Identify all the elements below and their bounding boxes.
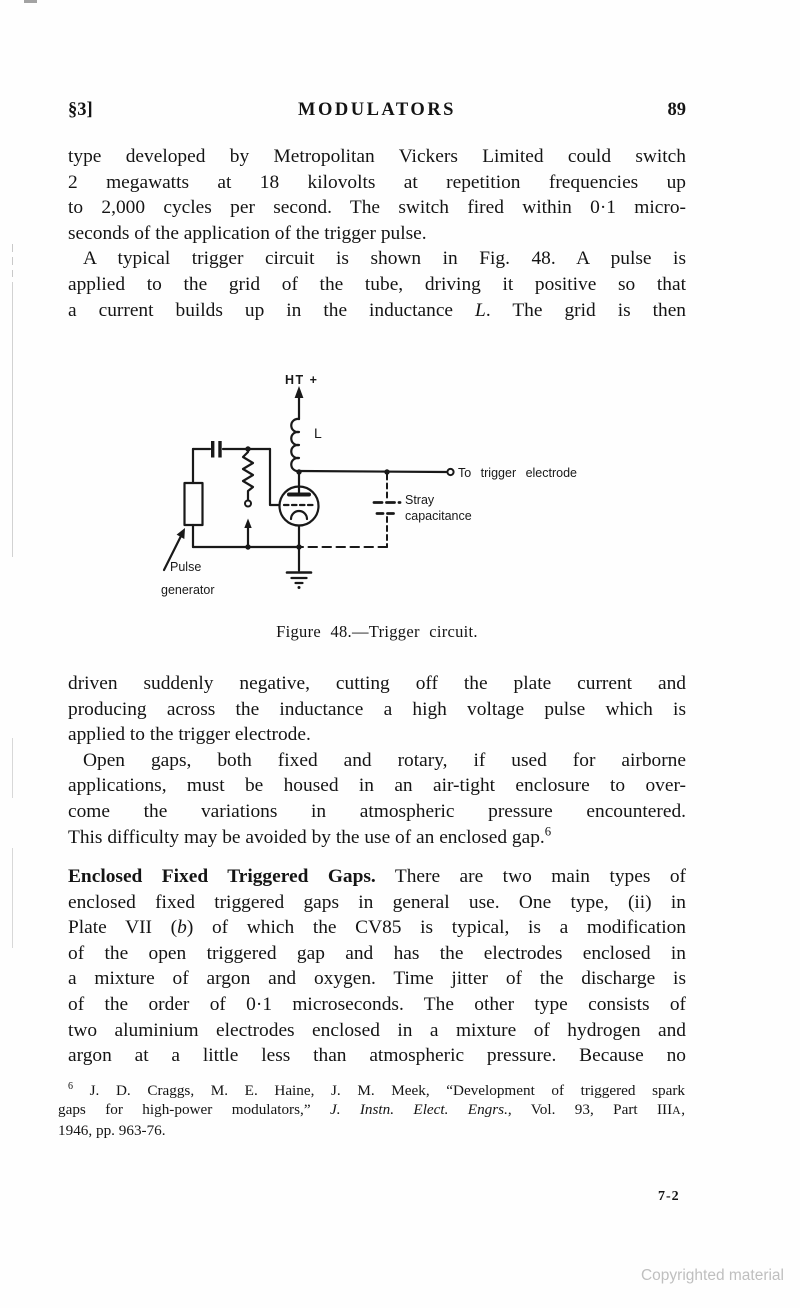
text-segment: Enclosed Fixed Triggered Gaps. [68,866,376,887]
body-block-1 [68,144,686,323]
text-line [58,1081,685,1100]
text-segment: to 2,000 cycles per second. The switch fired within 0·1 micro- [68,197,686,219]
text-line [68,221,686,247]
trigger-circuit-diagram [140,362,620,605]
stray-capacitor-icon [302,475,401,548]
pulse-generator-box [185,483,203,525]
coupling-capacitor-icon [211,441,222,458]
junction-dot [384,469,389,474]
junction-dot [296,469,301,474]
text-line [68,825,686,851]
text-segment: type developed by Metropolitan Vickers Limited could switch [68,146,686,167]
text-segment: This difficulty may be avoided by the use of an enclosed gap. [68,826,545,848]
page-header [68,100,686,124]
section-mark: §3] [68,100,93,120]
text-line [68,966,686,992]
text-segment: , [681,1101,686,1119]
text-segment: seconds of the application of the trigger pulse. [68,222,427,244]
text-segment: of the open triggered gap and has the electrodes enclosed in [68,942,686,964]
text-segment: L [475,299,486,321]
vacuum-tube-icon [280,487,319,548]
stray-label-line1: Stray [405,493,435,507]
text-segment: applied to the trigger electrode. [68,724,311,746]
trigger-line [299,471,446,472]
folio-number: 7-2 [658,1189,680,1204]
scan-artifact-corner-dash [24,0,37,3]
text-segment: Plate VII ( [68,917,178,939]
text-segment: Open gaps, both fixed and rotary, if used for airborne [83,749,686,771]
text-segment: gaps for high-power modulators,” [58,1101,330,1119]
text-segment: of the order of 0·1 microseconds. The other type consists of [68,993,686,1015]
text-segment: a mixture of argon and oxygen. Time jitter of the discharge is [68,968,686,990]
scan-artifact-edge-mark [12,257,13,265]
text-segment: come the variations in atmospheric pressure encountered. [68,800,686,822]
text-line [68,195,686,221]
gap-contact-icon [245,501,251,507]
text-segment: ) of which the CV85 is typical, is a modification [186,917,686,939]
junction-dot [296,544,301,549]
text-segment: A typical trigger circuit is shown in Fig. 48. A pulse is [83,248,686,270]
text-line [68,890,686,916]
resistor-icon [243,449,253,500]
text-line [68,246,686,272]
text-segment: a current builds up in the inductance [68,299,476,321]
trigger-electrode-label: To trigger electrode [458,466,578,480]
text-line [68,170,686,196]
text-segment: enclosed fixed triggered gaps in general use. One type, (ii) in [68,891,686,913]
pulse-generator-label-line1: Pulse [170,560,202,574]
text-line [68,773,686,799]
scan-artifact-edge-mark [12,848,13,948]
junction-dot [245,544,250,549]
figure-caption: Figure 48.—Trigger circuit. [276,622,478,641]
text-line [68,1018,686,1044]
watermark: Copyrighted material [640,1267,784,1284]
text-line [68,697,686,723]
page-number: 89 [667,100,686,120]
text-segment: b [177,917,187,939]
text-segment: A [672,1103,682,1118]
pulse-generator-label-line2: generator [161,583,215,597]
body-block-2 [68,671,686,850]
supply-label: HT + [285,373,319,387]
text-segment: applications, must be housed in an air-tight enclosure to over- [68,775,686,797]
text-line [68,941,686,967]
grid-wire [270,449,280,505]
text-segment: 6 [544,824,552,839]
text-line [68,799,686,825]
text-line [68,722,686,748]
text-line [68,992,686,1018]
text-segment: driven suddenly negative, cutting off the plate current and [68,673,686,694]
text-line [68,144,686,170]
scan-artifact-edge-mark [12,738,13,798]
text-line [68,272,686,298]
inductor-label: L [314,425,322,441]
ground-icon [287,547,311,589]
text-segment: 1946, pp. 963-76. [58,1121,166,1139]
running-title: MODULATORS [298,100,456,120]
scan-artifact-edge-mark [12,244,13,252]
text-line [68,748,686,774]
trigger-terminal-icon [447,469,453,475]
text-line [58,1100,685,1120]
text-line [68,298,686,324]
inductor-coil-icon [291,419,299,471]
stray-label-line2: capacitance [405,509,472,523]
text-segment: There are two main types of [375,866,686,887]
text-segment: J. Instn. Elect. Engrs. [329,1101,508,1119]
text-line [68,915,686,941]
text-line [68,671,686,697]
text-segment: 6 [68,1080,74,1092]
text-segment: . The grid is then [485,299,687,321]
supply-arrowhead-icon [295,386,304,398]
text-segment: , Vol. 93, Part III [507,1101,673,1119]
body-block-3 [68,864,686,1069]
text-line [68,1043,686,1069]
text-line [58,1121,685,1140]
text-segment: producing across the inductance a high voltage pulse which is [68,698,686,720]
text-segment: 2 megawatts at 18 kilovolts at repetition frequencies up [68,171,686,193]
text-segment: J. D. Craggs, M. E. Haine, J. M. Meek, “Development of triggered spark [73,1082,685,1099]
text-line [68,864,686,890]
text-segment: argon at a little less than atmospheric pressure. Because no [68,1045,686,1067]
scan-artifact-edge-mark [12,270,13,277]
junction-dot [245,446,250,451]
footnote-block [58,1081,685,1140]
text-segment: two aluminium electrodes enclosed in a mixture of hydrogen and [68,1019,686,1041]
scan-artifact-edge-mark [12,282,13,557]
text-segment: applied to the grid of the tube, driving it positive so that [68,273,686,295]
